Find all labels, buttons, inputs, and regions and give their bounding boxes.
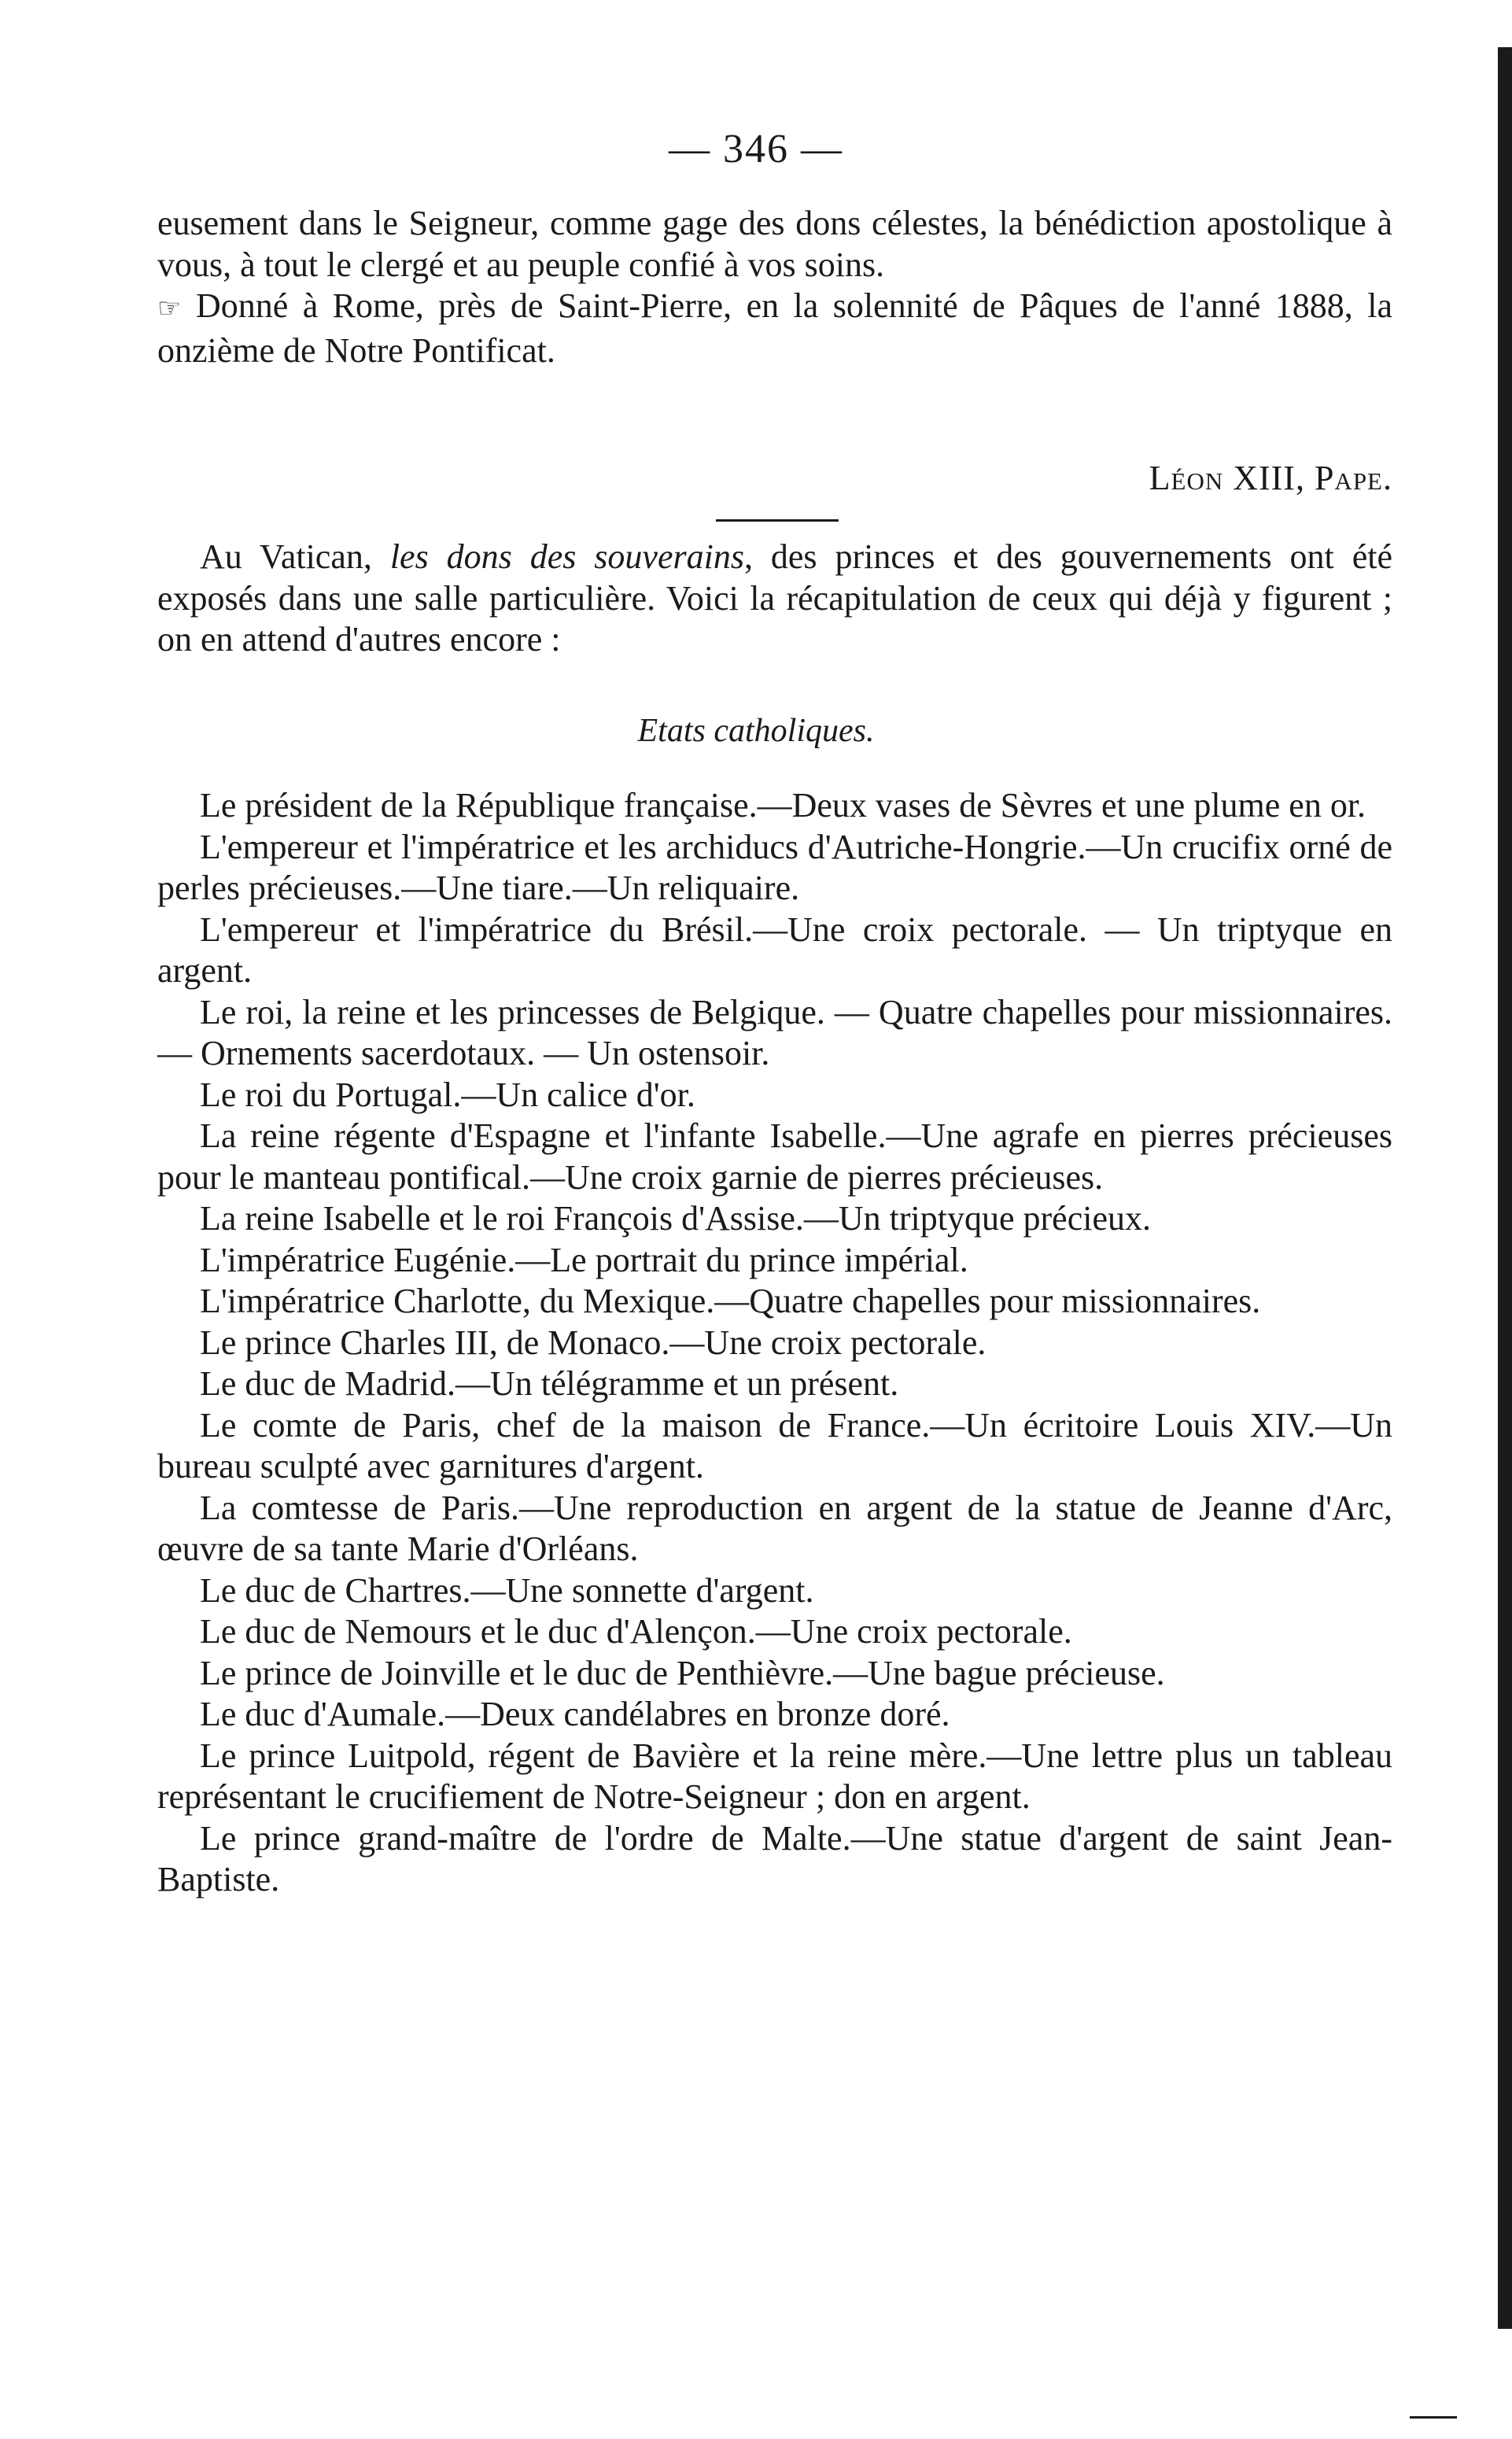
page-number: — 346 — (669, 127, 843, 172)
bottom-edge-mark (1410, 2416, 1457, 2419)
intro-italic: les dons des souverains (389, 537, 744, 576)
gift-entry: Le duc d'Aumale.—Deux candélabres en bronze doré. (200, 1695, 950, 1733)
gift-entry: Le roi du Portugal.—Un calice d'or. (200, 1075, 695, 1114)
gift-entry: Le duc de Madrid.—Un télégramme et un présent. (200, 1364, 899, 1403)
gift-entry: Le président de la République française.—Deux vases de Sèvres et une plume en or. (200, 786, 1366, 825)
gift-entry: L'impératrice Charlotte, du Mexique.—Quatre chapelles pour missionnaires. (200, 1282, 1261, 1320)
gift-entry: Le duc de Nemours et le duc d'Alençon.—Une croix pectorale. (200, 1612, 1072, 1651)
gift-entry: L'empereur et l'impératrice et les archiducs d'Autriche-Hongrie.—Un crucifix orné de perles précieuses.—Une tiare.—Un reliquaire. (157, 827, 1392, 907)
intro-text (157, 537, 1392, 661)
page-edge-shadow (1498, 47, 1512, 2329)
intro-paragraph (157, 537, 1392, 661)
closing-line-2 (157, 286, 1392, 371)
intro-part-1: Au Vatican, (200, 537, 390, 576)
signature: Léon XIII, Pape. (1149, 459, 1392, 497)
gift-entry: La reine Isabelle et le roi François d'Assise.—Un triptyque précieux. (200, 1199, 1151, 1238)
gift-entry: Le prince Luitpold, régent de Bavière et la reine mère.—Une lettre plus un tableau représentant le crucifiement de Notre-Seigneur ; don en argent. (157, 1736, 1392, 1816)
gift-entry: L'empereur et l'impératrice du Brésil.—Une croix pectorale. — Un triptyque en argent. (157, 910, 1392, 990)
closing-paragraph (157, 203, 1392, 371)
closing-line-1: eusement dans le Seigneur, comme gage des dons célestes, la bénédiction apostolique à vous, à tout le clergé et au peuple confié à vos soins. (157, 204, 1392, 284)
gift-entry: Le prince grand-maître de l'ordre de Malte.—Une statue d'argent de saint Jean-Baptiste. (157, 1818, 1392, 1898)
gift-entry: La reine régente d'Espagne et l'infante Isabelle.—Une agrafe en pierres précieuses pour le manteau pontifical.—Une croix garnie de pierres précieuses. (157, 1116, 1392, 1197)
gift-entry: Le prince de Joinville et le duc de Penthièvre.—Une bague précieuse. (200, 1653, 1165, 1692)
gift-entry: Le prince Charles III, de Monaco.—Une croix pectorale. (200, 1323, 986, 1362)
section-divider (716, 519, 839, 522)
gift-entry: Le duc de Chartres.—Une sonnette d'argent. (200, 1570, 814, 1610)
gift-entry: Le roi, la reine et les princesses de Belgique. — Quatre chapelles pour missionnaires.— Ornements sacerdotaux. — Un ostensoir. (157, 992, 1392, 1072)
intro-part-2: , des princes et des gouvernements ont été exposés dans une salle particulière. Voici la récapitulation de ceux qui déjà y figurent ; on en attend d'autres encore : (157, 537, 1392, 659)
gift-entry: La comtesse de Paris.—Une reproduction en argent de la statue de Jeanne d'Arc, œuvre de sa tante Marie d'Orléans. (157, 1488, 1392, 1568)
gift-list (157, 785, 1392, 1901)
closing-line-2-text: Donné à Rome, près de Saint-Pierre, en la solennité de Pâques de l'anné 1888, la onzième de Notre Pontificat. (157, 286, 1392, 370)
gift-entry: Le comte de Paris, chef de la maison de France.—Un écritoire Louis XIV.—Un bureau sculpté avec garnitures d'argent. (157, 1405, 1392, 1485)
section-heading: Etats catholiques. (637, 713, 875, 749)
pointing-hand-icon: ☞ (157, 294, 182, 323)
gift-entry: L'impératrice Eugénie.—Le portrait du prince impérial. (200, 1240, 968, 1279)
